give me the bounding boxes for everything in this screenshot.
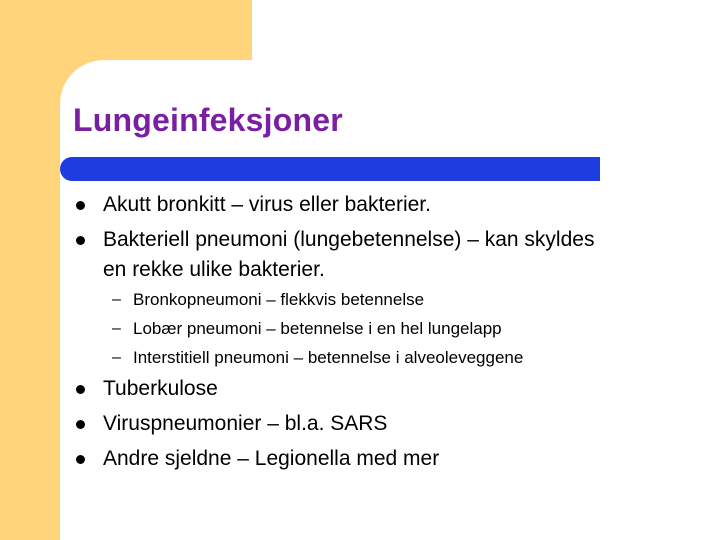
dash-icon: –: [112, 291, 121, 308]
dash-icon: –: [112, 349, 121, 366]
sub-bullet-text: Lobær pneumoni – betennelse i en hel lungelapp: [133, 319, 502, 338]
bullet-icon: [76, 420, 85, 429]
bullet-icon: [76, 455, 85, 464]
dash-icon: –: [112, 320, 121, 337]
sub-bullet-text: Bronkopneumoni – flekkvis betennelse: [133, 290, 425, 309]
bullet-text: Viruspneumonier – bl.a. SARS: [103, 412, 388, 435]
bullet-text: en rekke ulike bakterier.: [103, 258, 325, 281]
bullet-icon: [76, 236, 85, 245]
bullet-text: Akutt bronkitt – virus eller bakterier.: [103, 193, 431, 216]
bullet-text: Bakteriell pneumoni (lungebetennelse) – kan skyldes: [103, 228, 595, 251]
bullet-icon: [76, 385, 85, 394]
sub-bullet-text: Interstitiell pneumoni – betennelse i alveoleveggene: [133, 348, 524, 367]
bullet-text: Andre sjeldne – Legionella med mer: [103, 447, 440, 470]
slide-title: Lungeinfeksjoner: [73, 102, 343, 138]
bullet-icon: [76, 201, 85, 210]
bullet-text: Tuberkulose: [103, 377, 218, 400]
